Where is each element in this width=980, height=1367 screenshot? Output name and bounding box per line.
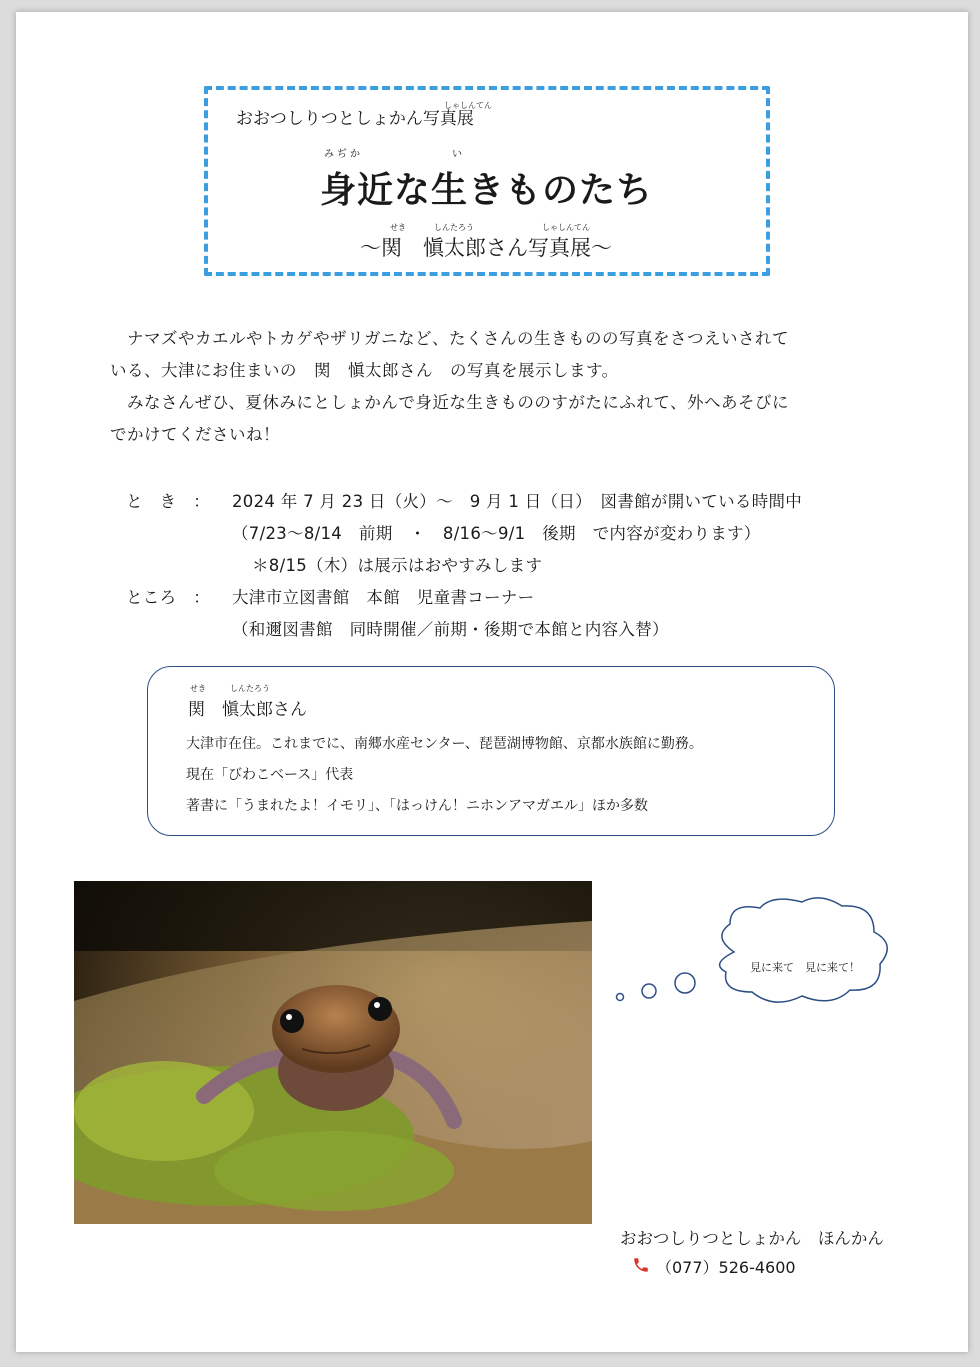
subtitle-ruby-seki: せき	[390, 223, 406, 232]
period-note: （7/23～8/14 前期 ・ 8/16～9/1 後期 で内容が変わります）	[232, 524, 761, 543]
where-note: （和邇図書館 同時開催／前期・後期で本館と内容入替）	[232, 620, 669, 639]
thought-bubble-text: 見に来て 見に来て！	[750, 961, 860, 974]
phone-icon	[632, 1256, 650, 1278]
profile-name: 関 愼太郎さん	[188, 700, 307, 720]
title-ruby-michika: みぢか	[324, 149, 363, 160]
footer-library-name: おおつしりつとしょかん ほんかん	[620, 1229, 884, 1248]
subtitle-ruby-shashinten: しゃしんてん	[542, 223, 590, 232]
main-title: 身近な生きものたち	[320, 170, 654, 211]
intro-p2-line1: みなさんぜひ、夏休みにとしょかんで身近な生きもののすがたにふれて、外へあそびに	[127, 393, 790, 412]
title-box	[204, 86, 770, 276]
where-label: ところ ：	[126, 588, 210, 607]
exhibit-heading-text: おおつしりつとしょかん写真展	[236, 109, 474, 129]
profile-ruby-shintarou: しんたろう	[230, 684, 270, 693]
profile-line2: 現在「びわこベース」代表	[186, 767, 354, 783]
intro-p1-line2: いる、大津にお住まいの 関 愼太郎さん の写真を展示します。	[110, 361, 619, 380]
closed-note: ＊8/15（木）は展示はおやすみします	[252, 556, 543, 575]
exhibit-heading-ruby: しゃしんてん	[444, 101, 492, 110]
when-label: と き ：	[126, 492, 210, 511]
exhibit-heading	[236, 104, 474, 129]
where-value: 大津市立図書館 本館 児童書コーナー	[232, 588, 535, 607]
profile-line1: 大津市在住。これまでに、南郷水産センター、琵琶湖博物館、京都水族館に勤務。	[186, 736, 703, 752]
intro-text	[110, 323, 830, 451]
intro-p2-line2: でかけてくださいね！	[110, 425, 280, 444]
footer-phone: （077）526-4600	[656, 1258, 796, 1277]
flyer-page	[16, 12, 968, 1352]
intro-p1-line1: ナマズやカエルやトカゲやザリガニなど、たくさんの生きものの写真をさつえいされて	[127, 329, 790, 348]
subtitle: ～関 愼太郎さん写真展～	[360, 236, 612, 260]
profile-line3: 著書に「うまれたよ！イモリ」、「はっけん！ニホンアマガエル」ほか多数	[186, 798, 648, 814]
title-ruby-i: い	[452, 149, 462, 160]
profile-ruby-seki: せき	[190, 684, 206, 693]
subtitle-ruby-shintarou: しんたろう	[434, 223, 474, 232]
newt-illustration	[74, 881, 592, 1224]
newt-photo	[74, 881, 592, 1224]
profile-box	[147, 666, 835, 836]
when-value: 2024 年 7 月 23 日（火）～ 9 月 1 日（日） 図書館が開いている時間中	[232, 492, 803, 511]
